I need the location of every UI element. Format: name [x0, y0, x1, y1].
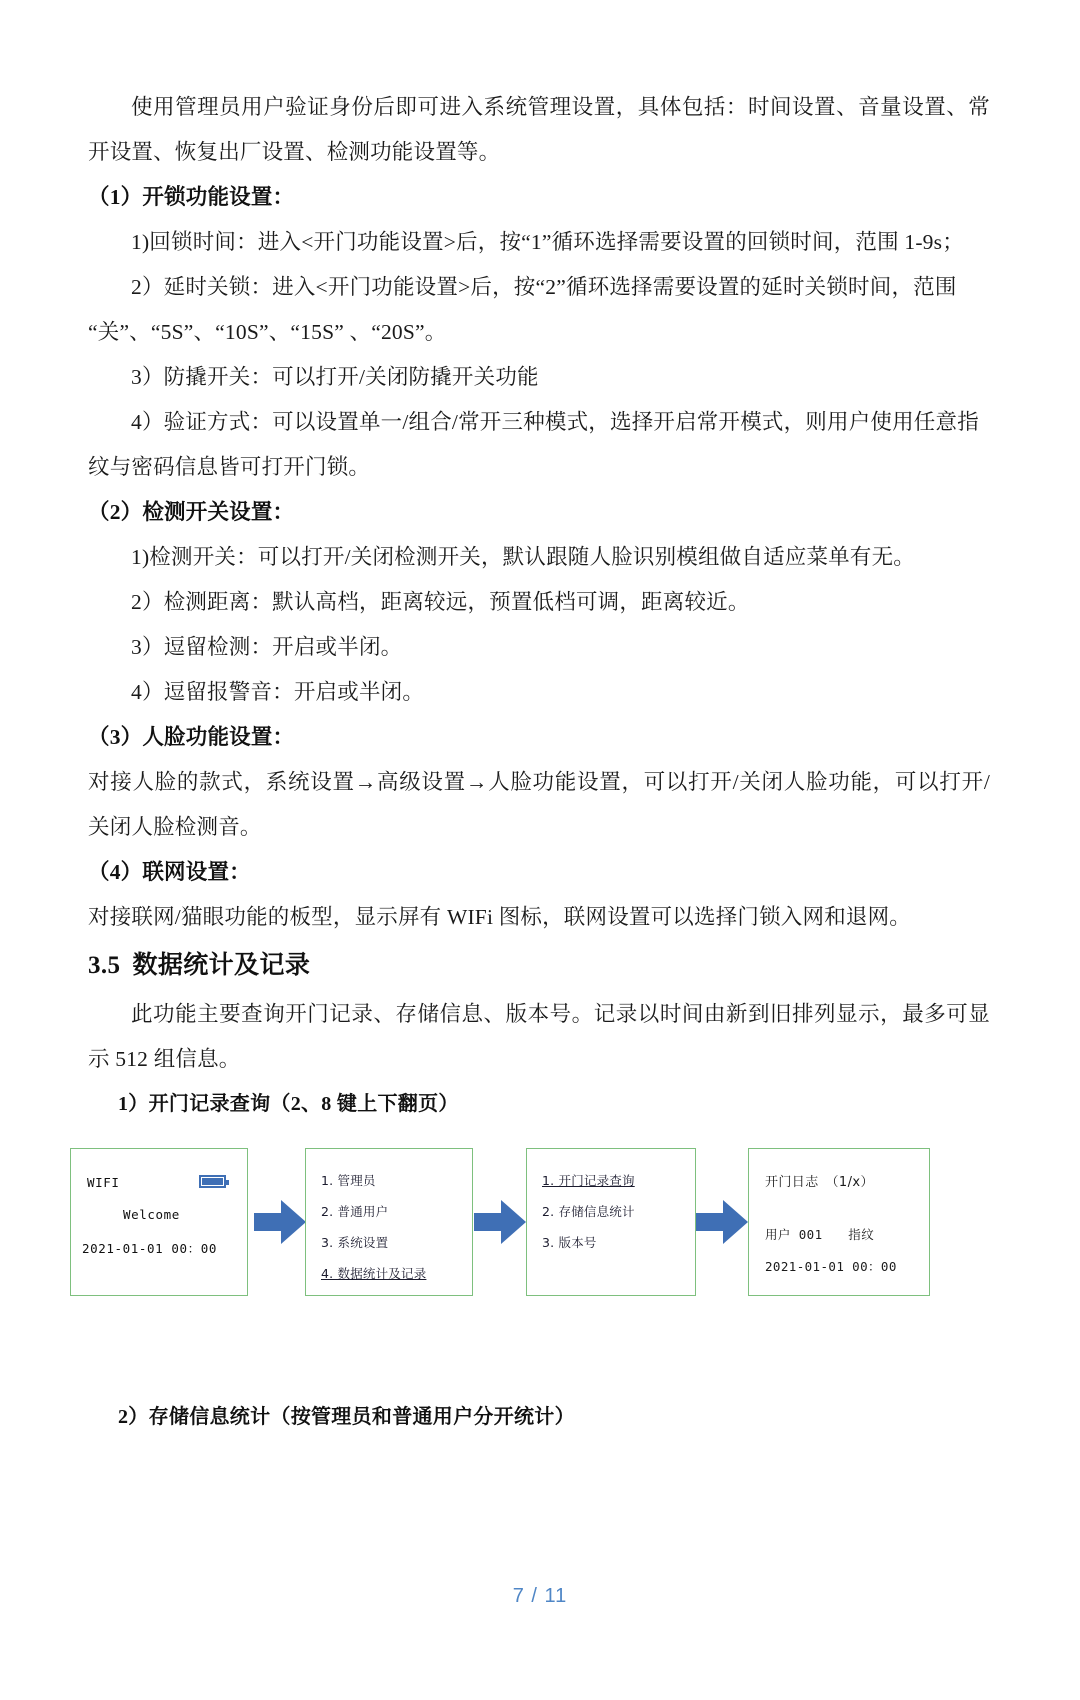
welcome-text: Welcome [123, 1207, 180, 1222]
battery-fill [202, 1178, 223, 1185]
right-arrow-icon [254, 1200, 306, 1244]
section-heading-detection: （2）检测开关设置： [88, 500, 295, 524]
section-2-item-3: 3）逗留检测：开启或半闭。 [131, 635, 403, 659]
list-item-storage-statistics: 2）存储信息统计（按管理员和普通用户分开统计） [118, 1406, 575, 1428]
intro-paragraph: 使用管理员用户验证身份后即可进入系统管理设置，具体包括：时间设置、音量设置、常开设置、恢复出厂设置、检测功能设置等。 [88, 95, 990, 164]
section-1-item-1: 1)回锁时间：进入<开门功能设置>后，按“1”循环选择需要设置的回锁时间，范围 1-9s； [131, 230, 964, 254]
section-heading-network: （4）联网设置： [88, 860, 251, 884]
section-2-item-2: 2）检测距离：默认高档，距离较远，预置低档可调，距离较近。 [131, 590, 750, 614]
wifi-label-row [87, 1175, 120, 1190]
standby-screen [70, 1148, 248, 1296]
section-heading-face: （3）人脸功能设置： [88, 725, 295, 749]
menu-item-data-statistics: 4. 数据统计及记录 [321, 1266, 427, 1281]
chapter-paragraph: 此功能主要查询开门记录、存储信息、版本号。记录以时间由新到旧排列显示，最多可显示 512 组信息。 [88, 1002, 990, 1071]
menu-item-admin: 1. 管理员 [321, 1173, 376, 1188]
chapter-heading [88, 940, 990, 992]
datetime-row [82, 1239, 217, 1257]
section-1-item-4: 4）验证方式：可以设置单一/组合/常开三种模式，选择开启常开模式，则用户使用任意指纹与密码信息皆可打开门锁。 [88, 410, 979, 479]
datetime-text: 2021-01-01 00：00 [82, 1241, 217, 1256]
wifi-label: WIFI [87, 1175, 120, 1190]
door-log-screen [748, 1148, 930, 1296]
flow-diagram [70, 1142, 990, 1317]
records-menu-screen [526, 1148, 696, 1296]
right-arrow-icon [474, 1200, 526, 1244]
page-number: 7 / 11 [512, 1585, 568, 1607]
welcome-row [123, 1207, 180, 1222]
section-2-item-4: 4）逗留报警音：开启或半闭。 [131, 680, 425, 704]
door-log-title: 开门日志 （1/x） [765, 1175, 874, 1190]
battery-icon [199, 1175, 226, 1188]
main-menu-list [321, 1165, 426, 1289]
right-arrow-icon [696, 1200, 748, 1244]
section-heading-unlock: （1）开锁功能设置： [88, 185, 295, 209]
menu-item-system-settings: 3. 系统设置 [321, 1235, 389, 1250]
list-item-door-record-query: 1）开门记录查询（2、8 键上下翻页） [118, 1093, 459, 1115]
menu-item-storage-statistics: 2. 存储信息统计 [542, 1204, 635, 1219]
door-log-time-row: 2021-01-01 00：00 [765, 1259, 897, 1274]
main-menu-screen [305, 1148, 473, 1296]
records-menu-list [542, 1165, 635, 1258]
section-4-body: 对接联网/猫眼功能的板型，显示屏有 WIFi 图标，联网设置可以选择门锁入网和退网。 [88, 905, 912, 929]
section-1-item-2: 2）延时关锁：进入<开门功能设置>后，按“2”循环选择需要设置的延时关锁时间，范围 “关”、“5S”、“10S”、“15S” 、“20S”。 [88, 275, 957, 344]
door-log-user-row: 用户 001 指纹 [765, 1227, 875, 1242]
menu-item-version-number: 3. 版本号 [542, 1235, 597, 1250]
section-2-item-1: 1)检测开关：可以打开/关闭检测开关，默认跟随人脸识别模组做自适应菜单有无。 [131, 545, 915, 569]
battery-icon-shape [199, 1175, 226, 1188]
menu-item-normal-user: 2. 普通用户 [321, 1204, 389, 1219]
chapter-number: 3.5 [88, 952, 121, 979]
chapter-title: 数据统计及记录 [132, 952, 311, 979]
section-1-item-3: 3）防撬开关：可以打开/关闭防撬开关功能 [131, 365, 539, 389]
menu-item-door-record-query: 1. 开门记录查询 [542, 1173, 635, 1188]
section-3-body: 对接人脸的款式，系统设置→高级设置→人脸功能设置，可以打开/关闭人脸功能，可以打开/关闭人脸检测音。 [88, 770, 990, 839]
